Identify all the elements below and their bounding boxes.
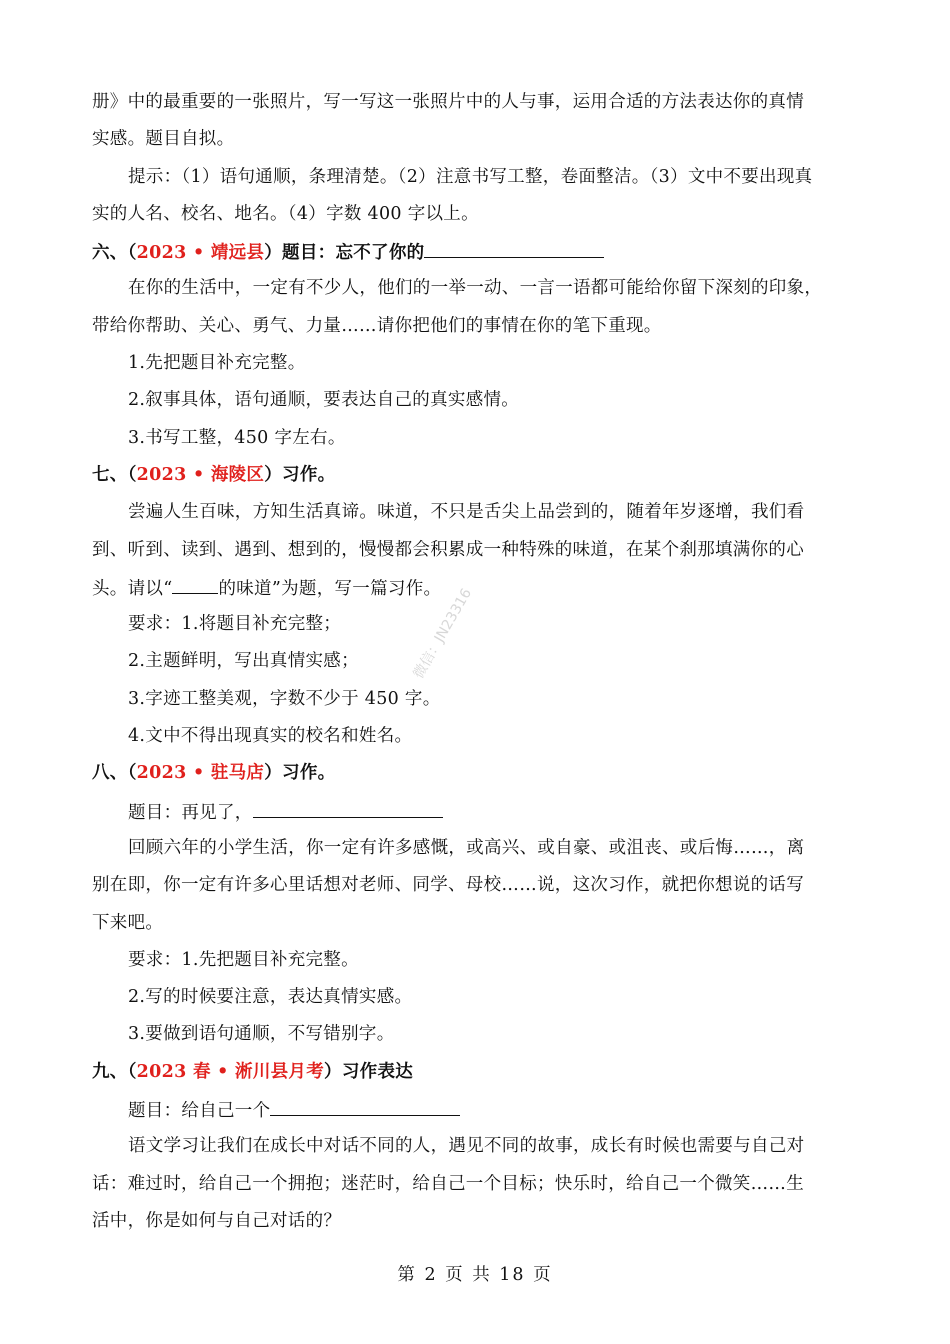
topic-line: 题目：给自己一个	[92, 1091, 862, 1128]
question-9-heading: 九、（2023 春 • 淅川县月考）习作表达	[92, 1061, 414, 1082]
document-body	[92, 84, 862, 1240]
source-tag: 2023 • 海陵区	[136, 464, 265, 485]
paragraph-line: 到、听到、读到、遇到、想到的，慢慢都会积累成一种特殊的味道，在某个刹那填满你的心	[92, 539, 804, 560]
source-tag: 2023 春 • 淅川县月考	[136, 1061, 325, 1082]
requirement-item: 3.字迹工整美观，字数不少于 450 字。	[128, 688, 441, 709]
requirement-item: 4.文中不得出现真实的校名和姓名。	[128, 726, 413, 747]
paragraph-line: 回顾六年的小学生活，你一定有许多感慨，或高兴、或自豪、或沮丧、或后悔……，离	[128, 837, 805, 858]
hint-line: 提示：（1）语句通顺，条理清楚。（2）注意书写工整，卷面整洁。（3）文中不要出现真	[128, 166, 813, 187]
paragraph-line: 话：难过时，给自己一个拥抱；迷茫时，给自己一个目标；快乐时，给自己一个微笑……生	[92, 1173, 804, 1194]
source-tag: 2023 • 驻马店	[136, 763, 265, 784]
paragraph-line: 实感。题目自拟。	[92, 129, 235, 150]
requirement-item: 要求：1.将题目补充完整；	[128, 614, 342, 635]
paragraph-line: 语文学习让我们在成长中对话不同的人，遇见不同的故事，成长有时候也需要与自己对	[128, 1136, 805, 1157]
paragraph-line: 带给你帮助、关心、勇气、力量……请你把他们的事情在你的笔下重现。	[92, 315, 662, 336]
question-8-heading: 八、（2023 • 驻马店）习作。	[92, 763, 336, 784]
paragraph-line: 尝遍人生百味，方知生活真谛。味道，不只是舌尖上品尝到的，随着年岁逐增，我们看	[128, 502, 805, 523]
watermark: 微信：JN23316	[410, 585, 476, 682]
requirement-item: 2.写的时候要注意，表达真情实感。	[128, 987, 413, 1008]
fill-blank	[253, 793, 443, 818]
page-footer: 第 2 页 共 18 页	[397, 1265, 553, 1285]
requirement-item: 要求：1.先把题目补充完整。	[128, 949, 359, 970]
requirement-item: 2.叙事具体，语句通顺，要表达自己的真实感情。	[128, 390, 520, 411]
hint-line: 实的人名、校名、地名。（4）字数 400 字以上。	[92, 203, 479, 224]
requirement-item: 1.先把题目补充完整。	[128, 353, 306, 374]
paragraph-line: 别在即，你一定有许多心里话想对老师、同学、母校……说，这次习作，就把你想说的话写	[92, 875, 804, 896]
paragraph-line: 下来吧。	[92, 912, 164, 933]
fill-blank	[424, 233, 604, 258]
paragraph-line: 册》中的最重要的一张照片，写一写这一张照片中的人与事，运用合适的方法表达你的真情	[92, 92, 804, 112]
source-tag: 2023 • 靖远县	[136, 243, 265, 264]
paragraph-line: 在你的生活中，一定有不少人，他们的一举一动、一言一语都可能给你留下深刻的印象，	[128, 278, 823, 299]
paragraph-line: 活中，你是如何与自己对话的？	[92, 1210, 342, 1231]
requirement-item: 2.主题鲜明，写出真情实感；	[128, 651, 359, 672]
requirement-item: 3.要做到语句通顺，不写错别字。	[128, 1024, 395, 1045]
paragraph-line: 头。请以“ 的味道”为题，写一篇习作。	[92, 569, 862, 606]
requirement-item: 3.书写工整，450 字左右。	[128, 427, 346, 448]
question-7-heading: 七、（2023 • 海陵区）习作。	[92, 464, 336, 485]
fill-blank	[172, 569, 218, 594]
question-6-heading: 六、（2023 • 靖远县）题目：忘不了你的	[92, 233, 862, 270]
fill-blank	[270, 1091, 460, 1116]
topic-line: 题目：再见了，	[92, 793, 862, 830]
